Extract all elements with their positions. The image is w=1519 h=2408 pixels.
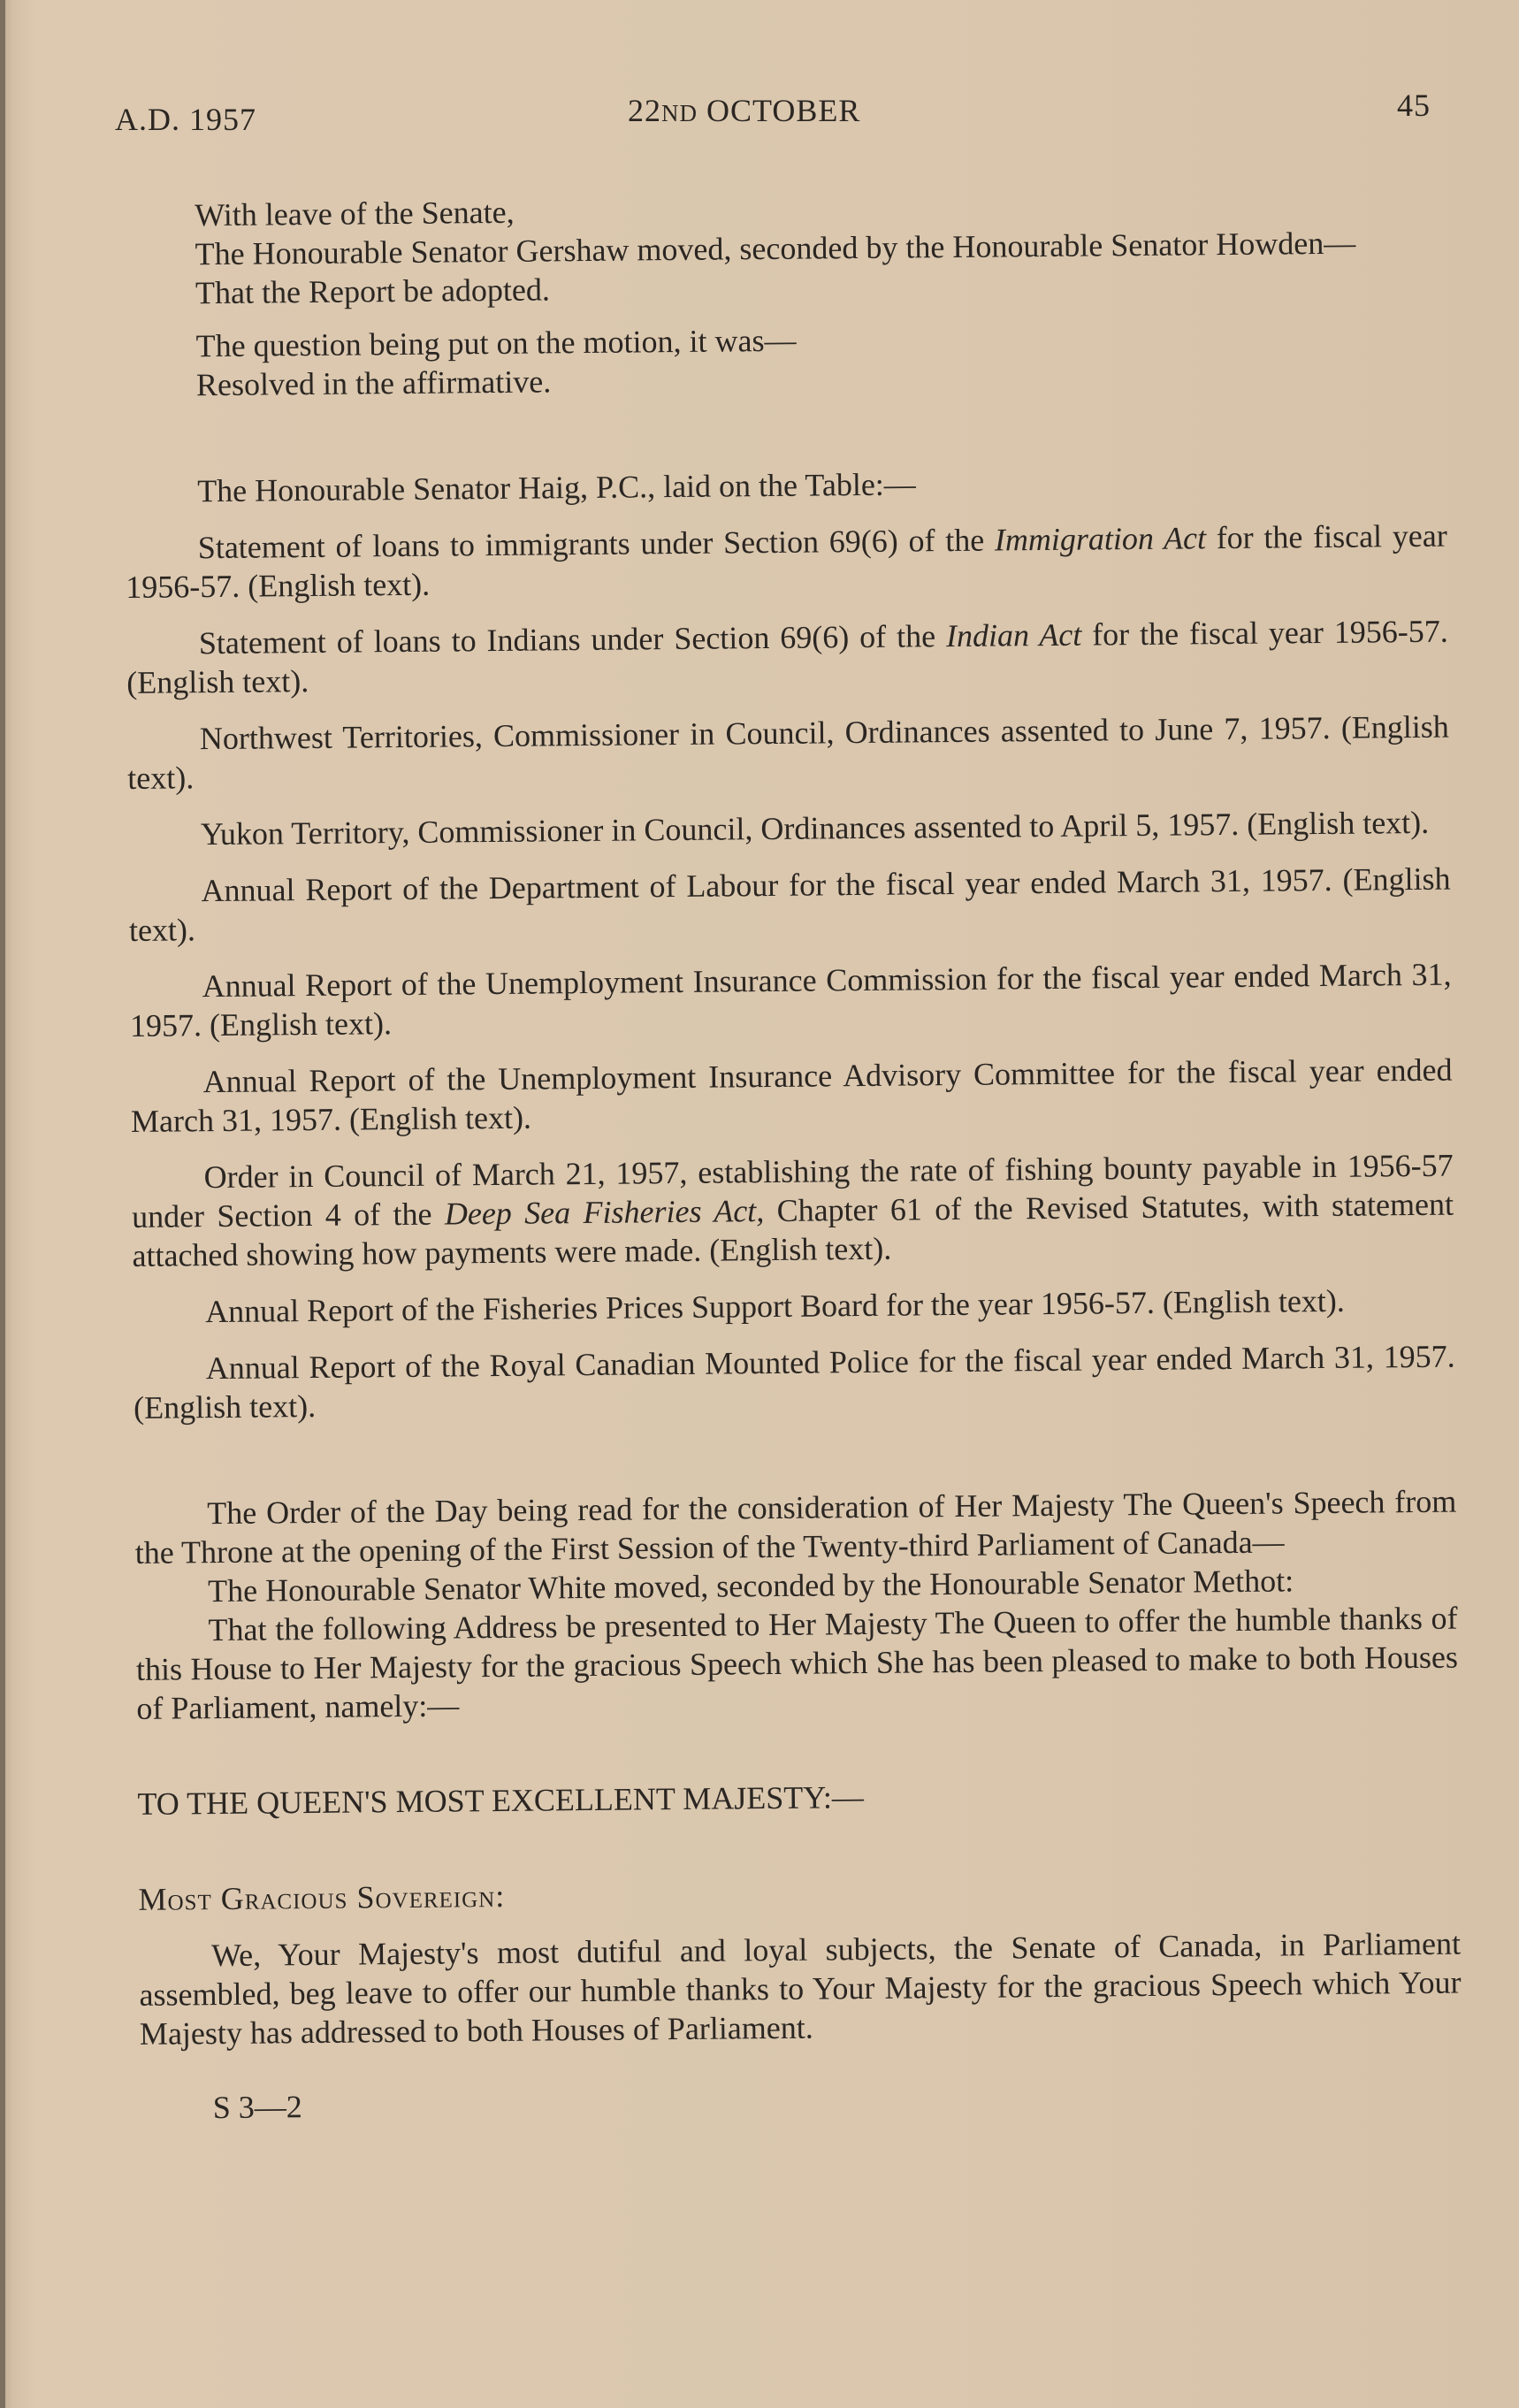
- act-title: Deep Sea Fisheries Act,: [444, 1193, 765, 1232]
- header-day-suffix: ND: [661, 100, 698, 126]
- paragraph-report-adopted: That the Report be adopted.: [195, 271, 551, 311]
- header-month: OCTOBER: [706, 93, 861, 128]
- item-text: for the fiscal year 1956-57. (English text).: [126, 517, 1447, 605]
- paragraph-order-of-day: The Order of the Day being read for the consideration of Her Majesty The Queen's Speech from the Throne at the opening of the First Session of the Twenty-third Parliament of Canada—: [134, 1483, 1457, 1571]
- item-rcmp-report: Annual Report of the Royal Canadian Mounted Police for the fiscal year ended March 31, 1957. (English text).: [133, 1338, 1455, 1426]
- header-date: [628, 92, 860, 129]
- running-header: [115, 87, 1431, 140]
- page-body: [122, 184, 1462, 2128]
- item-text: Chapter 61 of the Revised Statutes, with statement attached showing how payments were made. (English text).: [132, 1186, 1454, 1273]
- item-yukon-territory: Yukon Territory, Commissioner in Council, Ordinances assented to April 5, 1957. (English text).: [200, 804, 1430, 852]
- signature-mark: S 3—2: [212, 2089, 302, 2126]
- page-spine-edge: [0, 0, 5, 2408]
- address-heading: TO THE QUEEN'S MOST EXCELLENT MAJESTY:—: [137, 1779, 865, 1822]
- paragraph-question-put: The question being put on the motion, it was—: [195, 322, 797, 364]
- item-text: Statement of loans to Indians under Section 69(6) of the: [198, 618, 947, 661]
- paragraph-motion-white: The Honourable Senator White moved, seconded by the Honourable Senator Methot:: [207, 1563, 1294, 1609]
- item-text: Order in Council of March 21, 1957, establishing the rate of fishing bounty payable in 1956-57 under Section 4 of the: [131, 1147, 1454, 1235]
- item-order-in-council: [131, 1146, 1454, 1275]
- page-number: 45: [1397, 88, 1431, 123]
- paragraph-leave: With leave of the Senate,: [195, 194, 515, 233]
- item-fisheries-prices: Annual Report of the Fisheries Prices Support Board for the year 1956-57. (English text).: [204, 1282, 1345, 1330]
- paragraph-laid-on-table: The Honourable Senator Haig, P.C., laid on the Table:—: [197, 466, 917, 509]
- paragraph-resolved: Resolved in the affirmative.: [195, 363, 552, 403]
- act-title: Indian Act: [945, 616, 1082, 654]
- item-department-labour: Annual Report of the Department of Labour for the fiscal year ended March 31, 1957. (English text).: [128, 860, 1451, 948]
- item-text: for the fiscal year 1956-57. (English text).: [126, 613, 1448, 700]
- item-northwest-territories: Northwest Territories, Commissioner in Council, Ordinances assented to June 7, 1957. (English text).: [127, 708, 1450, 796]
- header-day: 22: [628, 93, 661, 128]
- address-body: We, Your Majesty's most dutiful and loyal subjects, the Senate of Canada, in Parliament assembled, beg leave to offer our humble thanks to Your Majesty for the gracious Speech which Your Majesty has addressed to both Houses of Parliament.: [139, 1925, 1462, 2052]
- salutation: Most Gracious Sovereign:: [138, 1877, 506, 1917]
- paragraph-address: That the following Address be presented to Her Majesty The Queen to offer the humble thanks of this House to Her Majesty for the gracious Speech which She has been pleased to make to both Houses of Parliament, namely:—: [135, 1600, 1459, 1726]
- act-title: Immigration Act: [994, 520, 1207, 558]
- item-unemployment-commission: Annual Report of the Unemployment Insurance Commission for the fiscal year ended March 31, 1957. (English text).: [129, 956, 1452, 1043]
- header-year: A.D. 1957: [115, 102, 256, 137]
- paragraph-motion-gershaw: The Honourable Senator Gershaw moved, seconded by the Honourable Senator Howden—: [195, 225, 1356, 272]
- item-unemployment-advisory: Annual Report of the Unemployment Insurance Advisory Committee for the fiscal year ended March 31, 1957. (English text).: [130, 1051, 1453, 1139]
- item-text: Statement of loans to immigrants under Section 69(6) of the: [197, 522, 996, 566]
- item-loans-indians: [126, 612, 1449, 702]
- item-loans-immigrants: [126, 516, 1448, 607]
